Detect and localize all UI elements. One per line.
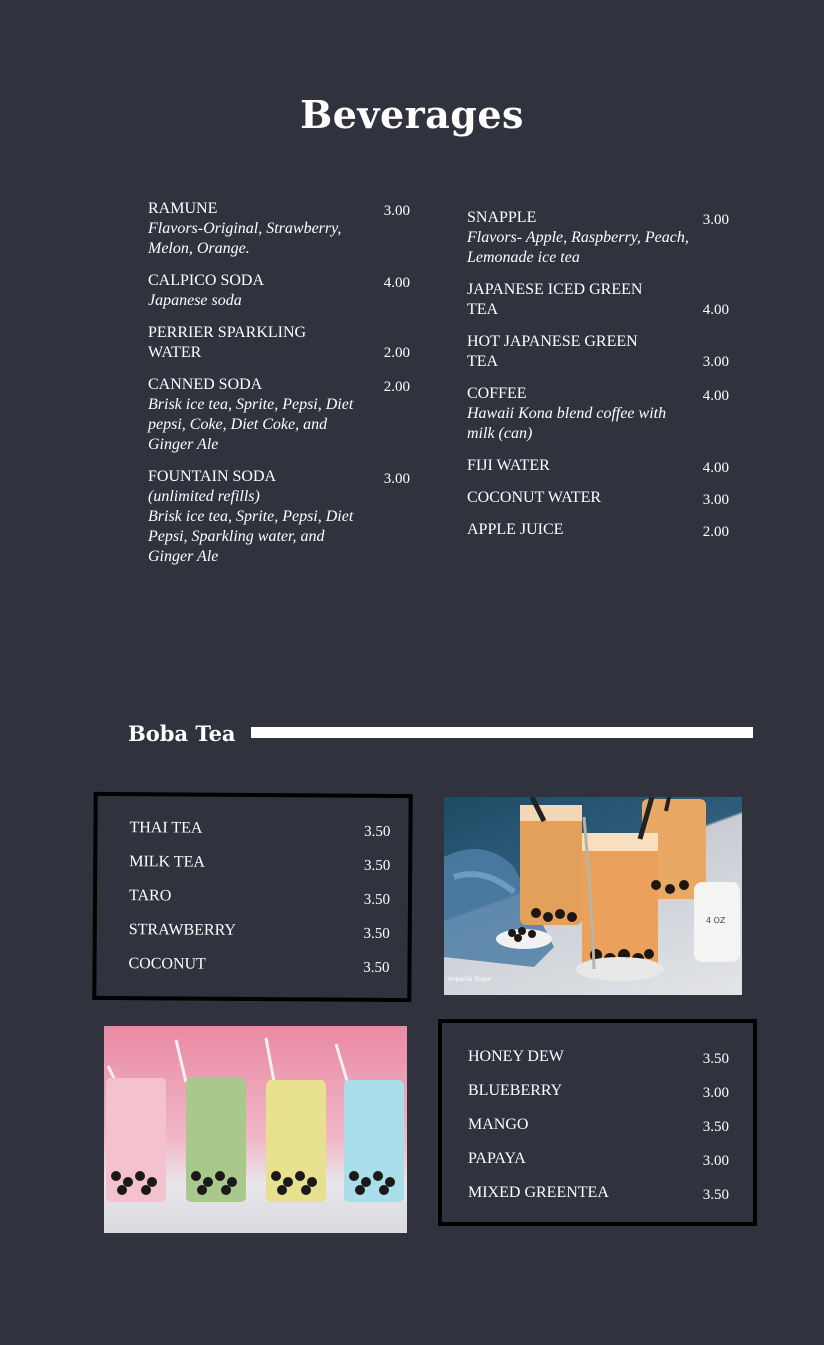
item-description: Hawaii Kona blend coffee with milk (can) — [467, 405, 667, 442]
item-name: FOUNTAIN SODA — [148, 468, 277, 485]
item-name: APPLE JUICE — [467, 521, 564, 538]
item-price: 2.00 — [383, 379, 410, 395]
beverages-right-column — [467, 208, 729, 552]
item-name: HONEY DEW — [468, 1048, 564, 1065]
item-price: 3.00 — [383, 471, 410, 487]
item-description: Flavors- Apple, Raspberry, Peach, Lemonade ice tea — [467, 229, 689, 266]
item-price: 3.00 — [383, 203, 410, 219]
item-price: 3.50 — [702, 1119, 729, 1135]
item-price: 4.00 — [702, 388, 729, 404]
menu-item — [148, 467, 410, 567]
menu-item — [148, 323, 410, 363]
menu-item — [467, 208, 729, 268]
item-name: FIJI WATER — [467, 457, 550, 474]
boba-menu-box-1 — [92, 792, 412, 1002]
item-name: MILK TEA — [129, 853, 206, 871]
boba-item — [468, 1183, 729, 1203]
item-name: CALPICO SODA — [148, 272, 265, 289]
item-price: 3.50 — [363, 857, 391, 874]
item-price: 3.50 — [364, 823, 391, 840]
item-price: 3.50 — [363, 891, 391, 908]
item-name: COCONUT WATER — [467, 489, 602, 506]
item-price: 2.00 — [702, 524, 729, 540]
boba-section-heading: Boba Tea — [128, 721, 236, 746]
menu-item — [148, 271, 410, 311]
item-name: JAPANESE ICED GREEN TEA — [467, 281, 643, 318]
item-description: Flavors-Original, Strawberry, Melon, Orange. — [148, 220, 342, 257]
item-name: SNAPPLE — [467, 209, 537, 226]
boba-item — [129, 920, 390, 942]
boba-item — [468, 1081, 729, 1101]
item-price: 4.00 — [383, 275, 410, 291]
boba-item — [468, 1149, 729, 1169]
menu-item — [467, 520, 729, 540]
item-price: 2.00 — [383, 345, 410, 361]
colorful-boba-photo — [104, 1026, 407, 1233]
boba-item — [129, 886, 390, 908]
menu-item — [148, 199, 410, 259]
boba-item — [468, 1047, 729, 1067]
item-price: 3.50 — [363, 925, 390, 942]
boba-item — [129, 852, 390, 874]
item-price: 3.00 — [702, 1085, 729, 1101]
item-name: THAI TEA — [129, 819, 203, 837]
item-price: 3.00 — [702, 212, 729, 228]
item-name: MIXED GREENTEA — [468, 1184, 609, 1201]
item-description: (unlimited refills) Brisk ice tea, Sprite, Pepsi, Diet Pepsi, Sparkling water, and Ginger Ale — [148, 488, 354, 565]
milk-tea-photo — [444, 797, 742, 995]
boba-menu-box-2 — [438, 1019, 757, 1226]
item-name: STRAWBERRY — [128, 921, 237, 939]
menu-item — [467, 488, 729, 508]
item-price: 4.00 — [702, 460, 729, 476]
menu-item — [148, 375, 410, 455]
item-description: Brisk ice tea, Sprite, Pepsi, Diet pepsi, Coke, Diet Coke, and Ginger Ale — [148, 396, 354, 453]
item-price: 3.50 — [363, 959, 390, 976]
item-name: HOT JAPANESE GREEN TEA — [467, 333, 638, 370]
boba-item — [129, 818, 390, 840]
item-name: PERRIER SPARKLING WATER — [148, 324, 307, 361]
item-description: Japanese soda — [148, 292, 242, 309]
menu-item — [467, 384, 729, 444]
section-divider — [251, 727, 753, 738]
item-price: 3.50 — [702, 1187, 729, 1203]
item-name: TARO — [128, 887, 172, 905]
item-price: 3.50 — [702, 1051, 729, 1067]
cup-label: 4 OZ — [706, 916, 726, 925]
photo-watermark: Imperial Sugar — [448, 976, 493, 983]
item-price: 3.00 — [702, 1153, 729, 1169]
item-name: BLUEBERRY — [468, 1082, 563, 1099]
item-name: COFFEE — [467, 385, 527, 402]
item-name: CANNED SODA — [148, 376, 263, 393]
page-title: Beverages — [300, 92, 524, 137]
menu-item — [467, 456, 729, 476]
item-name: RAMUNE — [148, 200, 218, 217]
menu-item — [467, 280, 729, 320]
boba-item — [468, 1115, 729, 1135]
item-name: PAPAYA — [468, 1150, 526, 1167]
item-price: 4.00 — [702, 302, 729, 318]
menu-item — [467, 332, 729, 372]
boba-item — [128, 954, 389, 976]
item-name: MANGO — [468, 1116, 529, 1133]
item-name: COCONUT — [128, 955, 206, 973]
item-price: 3.00 — [702, 492, 729, 508]
item-price: 3.00 — [702, 354, 729, 370]
beverages-left-column — [148, 199, 410, 579]
